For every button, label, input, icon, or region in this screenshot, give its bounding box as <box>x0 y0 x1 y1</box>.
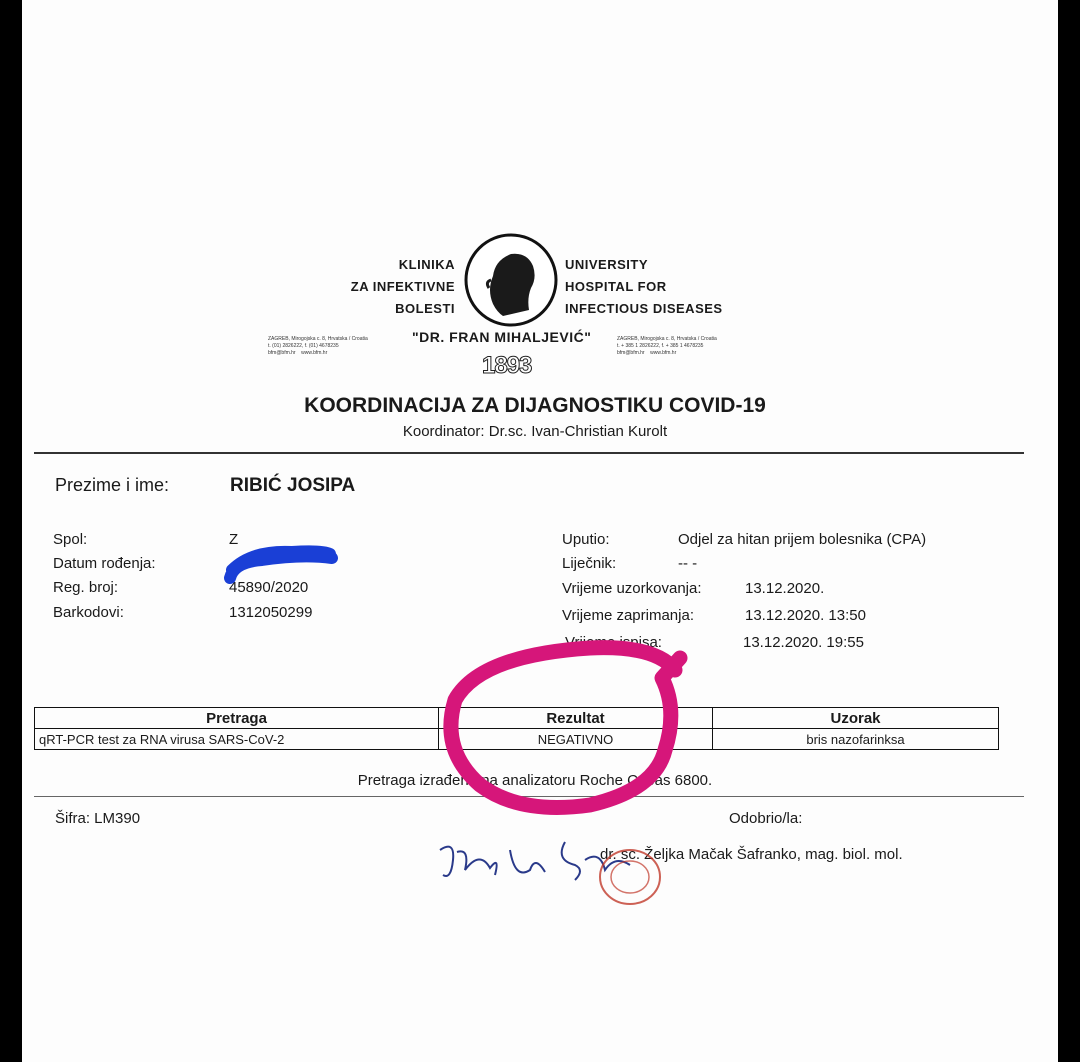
sampling-time-label: Vrijeme uzorkovanja: <box>562 580 702 597</box>
received-time-value: 13.12.2020. 13:50 <box>745 607 866 624</box>
header-sample: Uzorak <box>713 708 999 729</box>
signer-name: dr. sc. Željka Mačak Šafranko, mag. biol. mol. <box>600 846 903 863</box>
logo-year: 1893 <box>482 352 532 379</box>
birthdate-label: Datum rođenja: <box>53 555 156 572</box>
approved-label: Odobrio/la: <box>729 810 803 827</box>
print-time-label: Vrijeme ispisa: <box>565 634 662 651</box>
logo-right-text: UNIVERSITY HOSPITAL FOR INFECTIOUS DISEASES <box>565 257 723 316</box>
header-result: Rezultat <box>439 708 713 729</box>
doctor-label: Liječnik: <box>562 555 617 572</box>
result-cell: NEGATIVNO <box>439 729 713 750</box>
document-title: KOORDINACIJA ZA DIJAGNOSTIKU COVID-19 <box>304 394 766 417</box>
redaction-scribble <box>222 540 342 590</box>
barcode-label: Barkodovi: <box>53 604 124 621</box>
stamp-icon <box>597 847 663 907</box>
sample-cell: bris nazofarinksa <box>713 729 999 750</box>
barcode-value: 1312050299 <box>229 604 313 621</box>
logo-left-text: KLINIKA ZA INFEKTIVNE BOLESTI <box>350 257 455 316</box>
header-test: Pretraga <box>35 708 439 729</box>
coordinator-line: Koordinator: Dr.sc. Ivan-Christian Kurolt <box>402 423 668 440</box>
doctor-value: -- - <box>678 555 698 572</box>
header-divider <box>34 452 1024 454</box>
sampling-time-value: 13.12.2020. <box>745 580 825 597</box>
referrer-label: Uputio: <box>562 531 610 548</box>
logo-address-left: ZAGREB, Mirogojska c. 8, Hrvatska / Croatia t. (01) 2826222, f. (01) 4678235 bfm@bfm.hr www.bfm.hr <box>268 336 368 356</box>
reg-number-value: 45890/2020 <box>229 579 309 596</box>
hospital-logo-icon <box>463 232 559 328</box>
referrer-value: Odjel za hitan prijem bolesnika (CPA) <box>678 531 927 548</box>
logo-hospital-name: "DR. FRAN MIHALJEVIĆ" <box>412 329 592 345</box>
logo-address-right: ZAGREB, Mirogojska c. 8, Hrvatska / Croatia t. + 385 1 2826222, f. + 385 1 4678235 bfm@bfm.hr www.bfm.hr <box>617 336 717 356</box>
received-time-label: Vrijeme zaprimanja: <box>562 607 694 624</box>
sex-label: Spol: <box>53 531 88 548</box>
analyzer-note: Pretraga izrađena na analizatoru Roche Cobas 6800. <box>357 772 713 789</box>
sex-value: Z <box>229 531 239 548</box>
patient-name-label: Prezime i ime: <box>55 475 170 495</box>
highlight-circle <box>440 640 690 820</box>
patient-name-value: RIBIĆ JOSIPA <box>230 475 356 496</box>
reg-number-label: Reg. broj: <box>53 579 119 596</box>
print-time-value: 13.12.2020. 19:55 <box>743 634 864 651</box>
test-name-cell: qRT-PCR test za RNA virusa SARS-CoV-2 <box>35 729 439 750</box>
code-label: Šifra: LM390 <box>55 810 141 827</box>
